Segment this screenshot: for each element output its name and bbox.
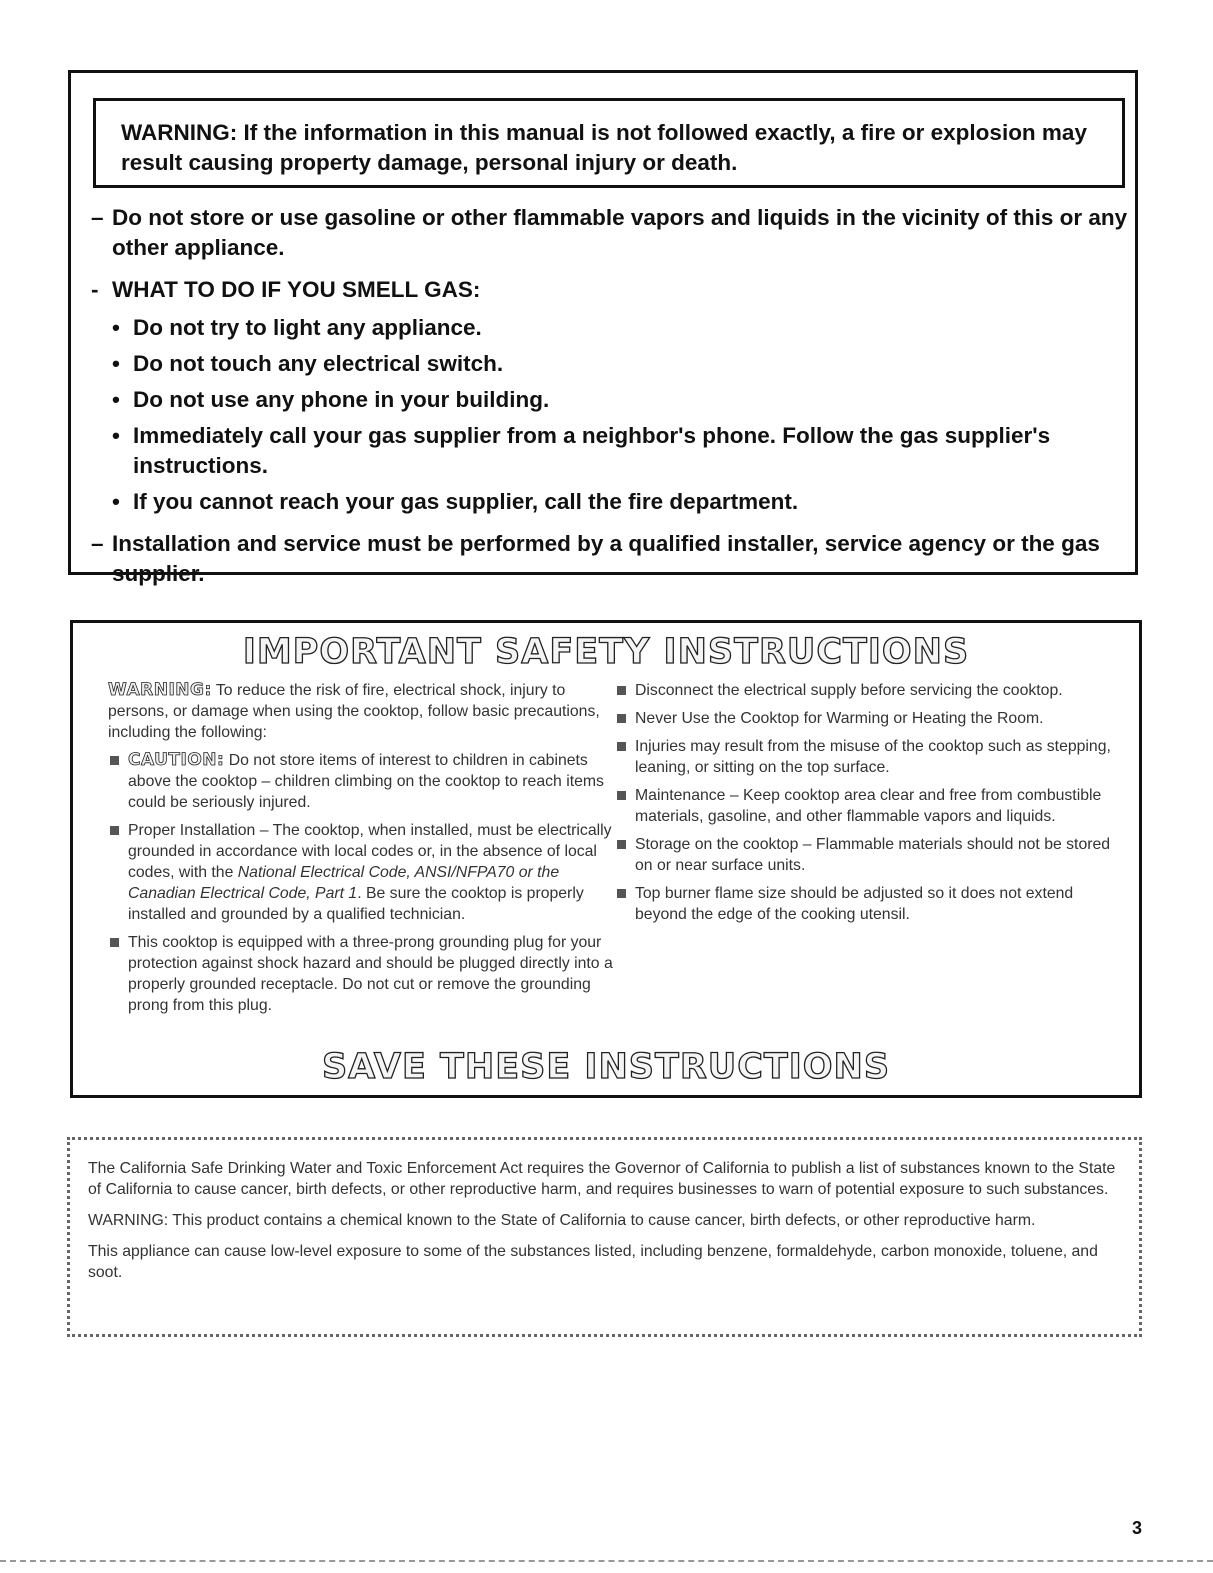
list-item	[112, 487, 1131, 517]
caution-label: CAUTION:	[128, 750, 225, 770]
warning-item-installation	[91, 529, 1131, 589]
dash-marker: –	[91, 205, 104, 230]
gas-step-text: Do not touch any electrical switch.	[133, 351, 504, 376]
list-item	[615, 883, 1125, 925]
warning-item-smell-gas	[91, 275, 1131, 305]
safety-item-text: Storage on the cooktop – Flammable materials should not be stored on or near surface units.	[635, 836, 1111, 874]
proper-install-text-end: . Be sure the cooktop is properly installed and grounded by a qualified technician.	[128, 885, 584, 923]
list-item	[615, 680, 1125, 701]
proper-install-text: Proper Installation – The cooktop, when installed, must be electrically grounded in accordance with local codes or, in the absence of local codes, with the	[128, 822, 612, 881]
save-instructions-title: SAVE THESE INSTRUCTIONS	[321, 1047, 891, 1087]
bullet-icon: •	[112, 423, 120, 448]
bullet-icon: •	[112, 489, 120, 514]
safety-instructions-box	[70, 620, 1142, 1098]
square-bullet-icon	[617, 889, 626, 898]
square-bullet-icon	[110, 756, 119, 765]
list-item	[615, 736, 1125, 778]
safety-item-text: Disconnect the electrical supply before servicing the cooktop.	[635, 682, 1063, 699]
gas-step-text: Immediately call your gas supplier from a neighbor's phone. Follow the gas supplier's instructions.	[133, 423, 1051, 478]
gas-step-text: If you cannot reach your gas supplier, call the fire department.	[133, 489, 799, 514]
safety-item-text: Maintenance – Keep cooktop area clear and free from combustible materials, gasoline, and other flammable vapors and liquids.	[635, 787, 1102, 825]
dash-marker: –	[91, 531, 104, 556]
safety-item-text: Never Use the Cooktop for Warming or Heating the Room.	[635, 710, 1044, 727]
warning-item-flammables	[91, 203, 1131, 263]
square-bullet-icon	[617, 742, 626, 751]
list-item	[108, 932, 628, 1016]
square-bullet-icon	[617, 791, 626, 800]
list-item	[112, 421, 1131, 481]
safety-item-text: Top burner flame size should be adjusted so it does not extend beyond the edge of the cooking utensil.	[635, 885, 1074, 923]
lead-warning-label: WARNING:	[108, 680, 212, 700]
list-item	[615, 708, 1125, 729]
square-bullet-icon	[110, 938, 119, 947]
prop65-paragraph-act: The California Safe Drinking Water and Toxic Enforcement Act requires the Governor of California to publish a list of substances known to the State of California to cause cancer, birth defects, or other reproductive harm, and requires businesses to warn of potential exposure to such substances.	[88, 1160, 1116, 1198]
safety-right-column	[615, 680, 1125, 925]
square-bullet-icon	[617, 686, 626, 695]
list-item	[112, 349, 1131, 379]
square-bullet-icon	[617, 714, 626, 723]
square-bullet-icon	[110, 826, 119, 835]
list-item	[108, 820, 628, 925]
dash-marker: -	[91, 277, 99, 302]
warning-header-text: WARNING: If the information in this manual is not followed exactly, a fire or explosion may result causing property damage, personal injury or death.	[121, 120, 1087, 175]
grounding-plug-text: This cooktop is equipped with a three-prong grounding plug for your protection against shock hazard and should be plugged directly into a properly grounded receptacle. Do not cut or remove the grounding prong from this plug.	[128, 934, 613, 1014]
prop65-paragraph-exposure: This appliance can cause low-level exposure to some of the substances listed, including benzene, formaldehyde, carbon monoxide, toluene, and soot.	[88, 1243, 1098, 1281]
bullet-icon: •	[112, 351, 120, 376]
list-item	[615, 834, 1125, 876]
safety-lead	[108, 680, 628, 743]
warning-body	[91, 203, 1131, 589]
gas-warning-box	[68, 70, 1138, 586]
prop65-paragraph-warning: WARNING: This product contains a chemical known to the State of California to cause cancer, birth defects, or other reproductive harm.	[88, 1212, 1036, 1229]
bullet-icon: •	[112, 387, 120, 412]
warning-header	[93, 98, 1125, 188]
gas-steps-list	[91, 313, 1131, 517]
prop65-notice-box	[67, 1137, 1142, 1337]
list-item	[108, 750, 628, 813]
caution-text: Do not store items of interest to children in cabinets above the cooktop – children climbing on the cooktop to reach items could be seriously injured.	[128, 752, 604, 811]
list-item	[112, 313, 1131, 343]
safety-title: IMPORTANT SAFETY INSTRUCTIONS	[242, 632, 970, 672]
bullet-icon: •	[112, 315, 120, 340]
square-bullet-icon	[617, 840, 626, 849]
bottom-divider	[0, 1560, 1213, 1562]
list-item	[112, 385, 1131, 415]
safety-item-text: Injuries may result from the misuse of the cooktop such as stepping, leaning, or sitting on the top surface.	[635, 738, 1111, 776]
warning-item-text: Do not store or use gasoline or other flammable vapors and liquids in the vicinity of this or any other appliance.	[112, 205, 1128, 260]
gas-step-text: Do not use any phone in your building.	[133, 387, 550, 412]
warning-item-text: Installation and service must be performed by a qualified installer, service agency or the gas supplier.	[112, 531, 1100, 586]
list-item	[615, 785, 1125, 827]
electrical-code-reference: National Electrical Code, ANSI/NFPA70 or the Canadian Electrical Code, Part 1	[128, 864, 560, 902]
page-number: 3	[1132, 1518, 1143, 1538]
gas-step-text: Do not try to light any appliance.	[133, 315, 482, 340]
lead-warning-text: To reduce the risk of fire, electrical shock, injury to persons, or damage when using the cooktop, follow basic precautions, including the following:	[108, 682, 600, 741]
warning-item-text: WHAT TO DO IF YOU SMELL GAS:	[112, 277, 481, 302]
safety-left-column	[108, 680, 628, 1016]
